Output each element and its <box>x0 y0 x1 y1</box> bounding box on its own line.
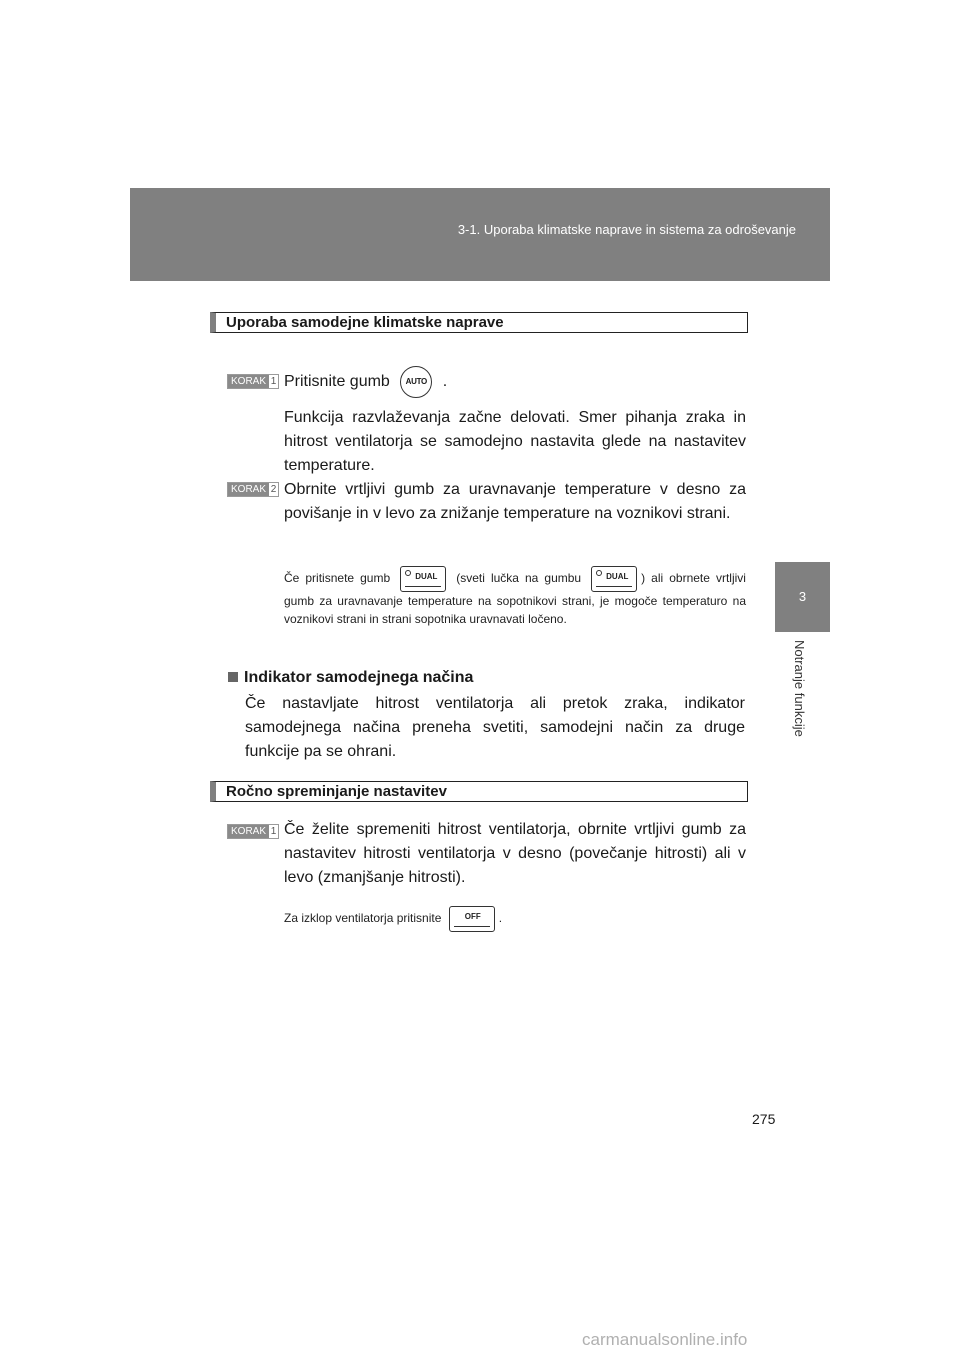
step-detail: Funkcija razvlaževanja začne delovati. Smer pihanja zraka in hitrost ventilatorja se samodejno nastavita glede na nastavitev temperature. <box>284 409 746 474</box>
step-badge <box>227 482 279 497</box>
dual-note <box>284 566 746 628</box>
chapter-label: Notranje funkcije <box>792 640 807 737</box>
indicator-light-icon <box>405 570 411 576</box>
button-line <box>596 586 632 587</box>
step-badge-number: 1 <box>270 826 277 837</box>
square-bullet-icon <box>228 672 238 682</box>
off-note-after: . <box>498 911 503 926</box>
chapter-tab[interactable]: 3 <box>775 562 830 632</box>
page-number: 275 <box>752 1111 776 1127</box>
section-heading-manual: Ročno spreminjanje nastavitev <box>210 781 748 802</box>
step-badge <box>227 374 279 389</box>
auto-indicator-body: Če nastavljate hitrost ventilatorja ali pretok zraka, indikator samodejnega načina preneha svetiti, samodejni način za druge funkcije pa se ohrani. <box>245 695 745 760</box>
dual-note-part2: (sveti lučka na gumbu <box>456 571 582 586</box>
off-note-before: Za izklop ventilatorja pritisnite <box>284 911 442 926</box>
section-title: 3-1. Uporaba klimatske naprave in sistema za odroševanje <box>457 222 796 237</box>
indicator-light-icon <box>596 570 602 576</box>
off-note <box>284 906 746 932</box>
off-button-label: OFF <box>464 912 481 921</box>
dual-button-icon <box>400 566 446 592</box>
step-text: Če želite spremeniti hitrost ventilatorja, obrnite vrtljivi gumb za nastavitev hitrosti ventilatorja v desno (povečanje hitrosti) ali v levo (zmanjšanje hitrosti). <box>284 821 746 886</box>
step-badge-label: KORAK <box>228 375 269 388</box>
subheading-text: Indikator samodejnega načina <box>244 669 474 686</box>
step-text <box>284 366 746 398</box>
dual-note-part3: ) ali obrnete vrtljivi gumb za uravnavanje temperature na sopotnikovi strani, je mogoče temperaturo na voznikovi strani in strani sopotnika uravnavati ločeno. <box>284 571 746 626</box>
dual-button-icon <box>591 566 637 592</box>
dual-note-part1: Če pritisnete gumb <box>284 571 391 586</box>
step-badge <box>227 824 279 839</box>
off-button-icon <box>449 906 495 932</box>
step-badge-number: 2 <box>270 484 277 495</box>
step-badge-number: 1 <box>270 376 277 387</box>
watermark[interactable]: carmanualsonline.info <box>582 1330 748 1349</box>
button-line <box>405 586 441 587</box>
step-text: Obrnite vrtljivi gumb za uravnavanje temperature v desno za povišanje in v levo za znižanje temperature na voznikovi strani. <box>284 481 746 522</box>
step-text-before: Pritisnite gumb <box>284 373 390 391</box>
dual-button-label: DUAL <box>415 572 438 581</box>
step-badge-label: KORAK <box>228 825 269 838</box>
dual-button-label: DUAL <box>606 572 629 581</box>
button-line <box>454 926 490 927</box>
subheading-auto-indicator <box>228 666 473 690</box>
section-heading-auto: Uporaba samodejne klimatske naprave <box>210 312 748 333</box>
auto-button-icon: AUTO <box>400 366 432 398</box>
step-text-after: . <box>442 373 448 391</box>
header-band <box>130 188 830 281</box>
step-badge-label: KORAK <box>228 483 269 496</box>
